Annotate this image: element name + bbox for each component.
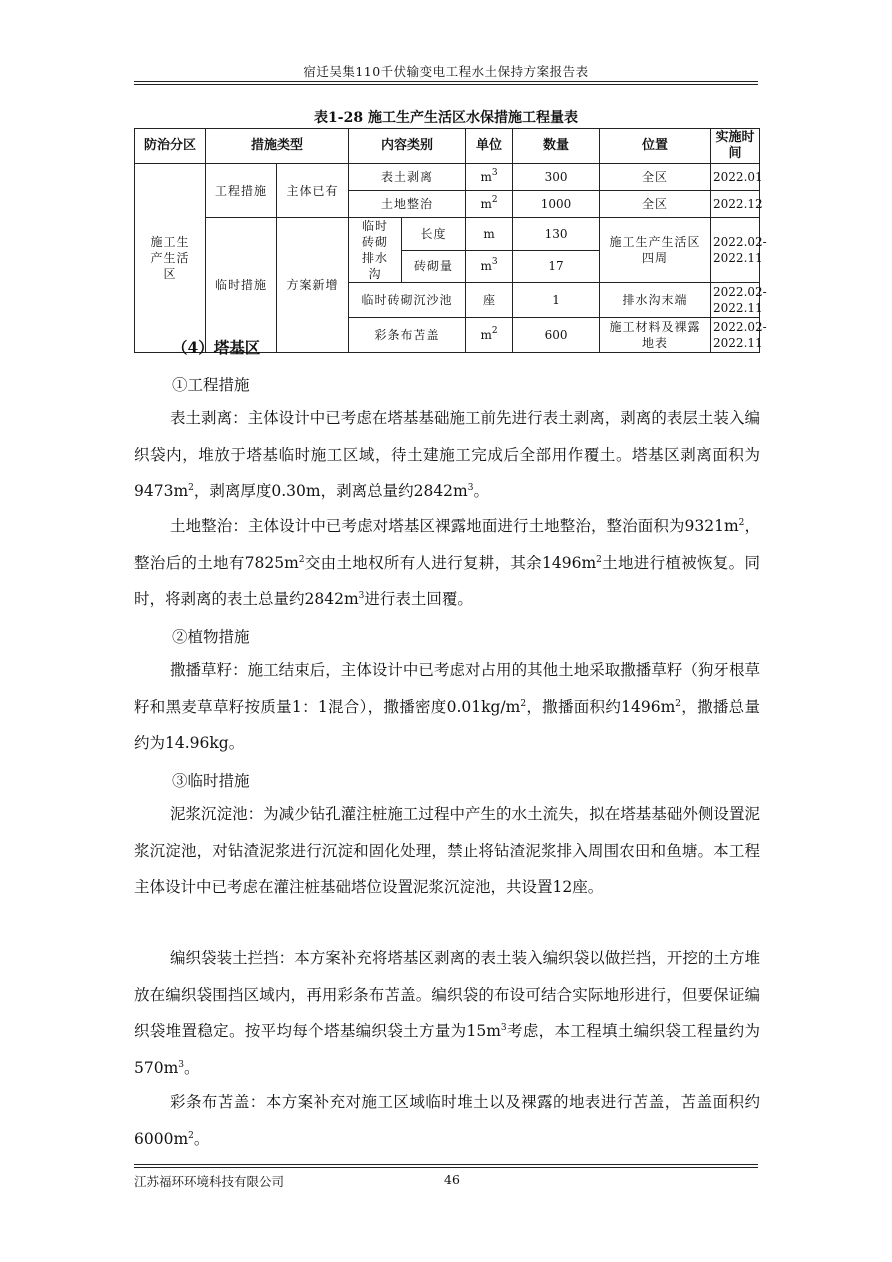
header-time: 实施时间 <box>711 129 760 164</box>
time-cell: 2022.01 <box>711 164 760 191</box>
para-text: 交由土地权所有人进行复耕，其余1496m <box>304 553 597 572</box>
unit-sup: 3 <box>491 257 498 268</box>
zone-cell: 施工生产生活区 <box>135 164 206 353</box>
time-cell: 2022.02-2022.11 <box>711 218 760 283</box>
qty-cell: 1 <box>513 283 600 318</box>
header-quantity: 数量 <box>513 129 600 164</box>
eng-type-cell: 工程措施 <box>206 164 277 218</box>
qty-cell: 130 <box>513 218 600 251</box>
unit-cell <box>466 191 513 218</box>
content-main-cell: 临时砖砌排水沟 <box>349 218 402 283</box>
location-cell: 排水沟末端 <box>600 283 711 318</box>
subheading-engineering: ①工程措施 <box>172 376 250 394</box>
para-sup: 2 <box>675 698 682 709</box>
para-text: 。 <box>184 1058 200 1077</box>
paragraph-mud-settling-pond: 泥浆沉淀池：为减少钻孔灌注桩施工过程中产生的水土流失，拟在塔基基础外侧设置泥浆沉淀池，对钻渣泥浆进行沉淀和固化处理，禁止将钻渣泥浆排入周围农田和鱼塘。本工程主体设计中已考虑在灌注桩基础塔位设置泥浆沉淀池，共设置12座。 <box>134 805 760 896</box>
para-sup: 2 <box>298 554 305 565</box>
table-row <box>135 164 760 191</box>
para-text: 土地整治：主体设计中已考虑对塔基区裸露地面进行土地整治，整治面积为9321m <box>170 517 739 535</box>
qty-cell: 300 <box>513 164 600 191</box>
header-rule-top <box>134 81 758 82</box>
unit-text: m <box>480 328 492 342</box>
para-sup: 2 <box>596 554 602 565</box>
unit-text: m <box>480 170 492 184</box>
measures-table <box>134 128 767 353</box>
header-measure-type: 措施类型 <box>206 129 349 164</box>
header-rule-bottom <box>134 84 758 85</box>
table-row <box>135 218 760 251</box>
paragraph-tarp-covering <box>134 1084 760 1157</box>
temp-type-cell: 临时措施 <box>206 218 277 353</box>
table-header-row <box>135 129 760 164</box>
unit-cell: 座 <box>466 283 513 318</box>
subheading-temporary: ③临时措施 <box>172 772 250 790</box>
qty-cell: 17 <box>513 250 600 283</box>
para-sup: 2 <box>188 1130 194 1141</box>
para-text: 土地进行植被恢复。同时，将剥离的表土总量约2842m <box>134 553 760 608</box>
paragraph-topsoil-stripping <box>134 400 760 510</box>
unit-sup: 3 <box>491 168 498 178</box>
content-sub-cell: 长度 <box>402 218 466 251</box>
paragraph-land-improvement <box>134 508 760 618</box>
unit-sup: 2 <box>491 195 498 205</box>
para-text: 进行表土回覆。 <box>364 590 473 608</box>
unit-cell <box>466 250 513 283</box>
unit-sup: 2 <box>491 326 498 336</box>
para-sup: 3 <box>467 483 474 493</box>
para-text: 编织袋装土拦挡：本方案补充将塔基区剥离的表土装入编织袋以做拦挡，开挖的土方堆放在编织袋围挡区域内，再用彩条布苫盖。编织袋的布设可结合实际地形进行，但要保证编织袋堆置稳定。按平均每个塔基编织袋土方量为15m <box>134 949 760 1040</box>
time-cell: 2022.02-2022.11 <box>711 283 760 318</box>
content-cell: 临时砖砌沉沙池 <box>349 283 466 318</box>
time-cell: 2022.12 <box>711 191 760 218</box>
footer-rule-bottom <box>134 1167 758 1168</box>
para-sup: 2 <box>520 698 527 709</box>
para-text: ，剥离厚度0.30m，剥离总量约2842m <box>193 482 468 500</box>
footer-company: 江苏福环环境科技有限公司 <box>134 1174 285 1189</box>
time-cell: 2022.02-2022.11 <box>711 318 760 353</box>
temp-sub-cell: 方案新增 <box>277 218 349 353</box>
eng-sub-cell: 主体已有 <box>277 164 349 218</box>
para-text: ，整治后的土地有7825m <box>134 517 760 572</box>
document-header-title: 宿迁吴集110千伏输变电工程水土保持方案报告表 <box>303 64 589 79</box>
content-cell: 彩条布苫盖 <box>349 318 466 353</box>
header-unit: 单位 <box>466 129 513 164</box>
para-text: 。 <box>473 482 489 500</box>
para-text: 。 <box>193 1129 210 1148</box>
subheading-vegetation: ②植物措施 <box>172 628 250 646</box>
header-location: 位置 <box>600 129 711 164</box>
para-sup: 2 <box>738 518 745 528</box>
qty-cell: 600 <box>513 318 600 353</box>
location-cell: 全区 <box>600 191 711 218</box>
page-number: 46 <box>444 1172 460 1187</box>
para-text: ，撒播总量约为14.96kg。 <box>134 697 760 752</box>
location-cell: 全区 <box>600 164 711 191</box>
para-sup: 3 <box>358 591 365 601</box>
para-text: 表土剥离：主体设计中已考虑在塔基基础施工前先进行表土剥离，剥离的表层土装入编织袋内，堆放于塔基临时施工区域，待土建施工完成后全部用作覆土。塔基区剥离面积为9473m <box>134 409 760 500</box>
location-cell: 施工生产生活区四周 <box>600 218 711 283</box>
content-sub-cell: 砖砌量 <box>402 250 466 283</box>
content-cell: 土地整治 <box>349 191 466 218</box>
unit-text: m <box>480 259 492 274</box>
para-text: ，撒播面积约1496m <box>526 697 676 716</box>
para-sup: 2 <box>188 483 194 493</box>
unit-cell: m <box>466 218 513 251</box>
footer-rule-top <box>134 1164 758 1165</box>
paragraph-woven-bag-barrier <box>134 940 760 1086</box>
unit-cell <box>466 318 513 353</box>
unit-cell <box>466 164 513 191</box>
para-text: 考虑，本工程填土编织袋工程量约为570m <box>134 1022 760 1077</box>
table-caption: 表1-28 施工生产生活区水保措施工程量表 <box>314 110 578 126</box>
para-text: 撒播草籽：施工结束后，主体设计中已考虑对占用的其他土地采取撒播草籽（狗牙根草籽和黑麦草草籽按质量1：1混合），撒播密度0.01kg/m <box>134 661 760 716</box>
location-cell: 施工材料及裸露地表 <box>600 318 711 353</box>
content-cell: 表土剥离 <box>349 164 466 191</box>
paragraph-grass-seeding <box>134 652 760 762</box>
section-heading: （4）塔基区 <box>172 338 261 357</box>
header-content: 内容类别 <box>349 129 466 164</box>
header-zone: 防治分区 <box>135 129 206 164</box>
qty-cell: 1000 <box>513 191 600 218</box>
para-sup: 3 <box>500 1023 507 1033</box>
para-sup: 3 <box>178 1059 185 1070</box>
para-text: 彩条布苫盖：本方案补充对施工区域临时堆土以及裸露的地表进行苫盖，苫盖面积约6000m <box>134 1093 760 1148</box>
unit-text: m <box>480 197 492 211</box>
